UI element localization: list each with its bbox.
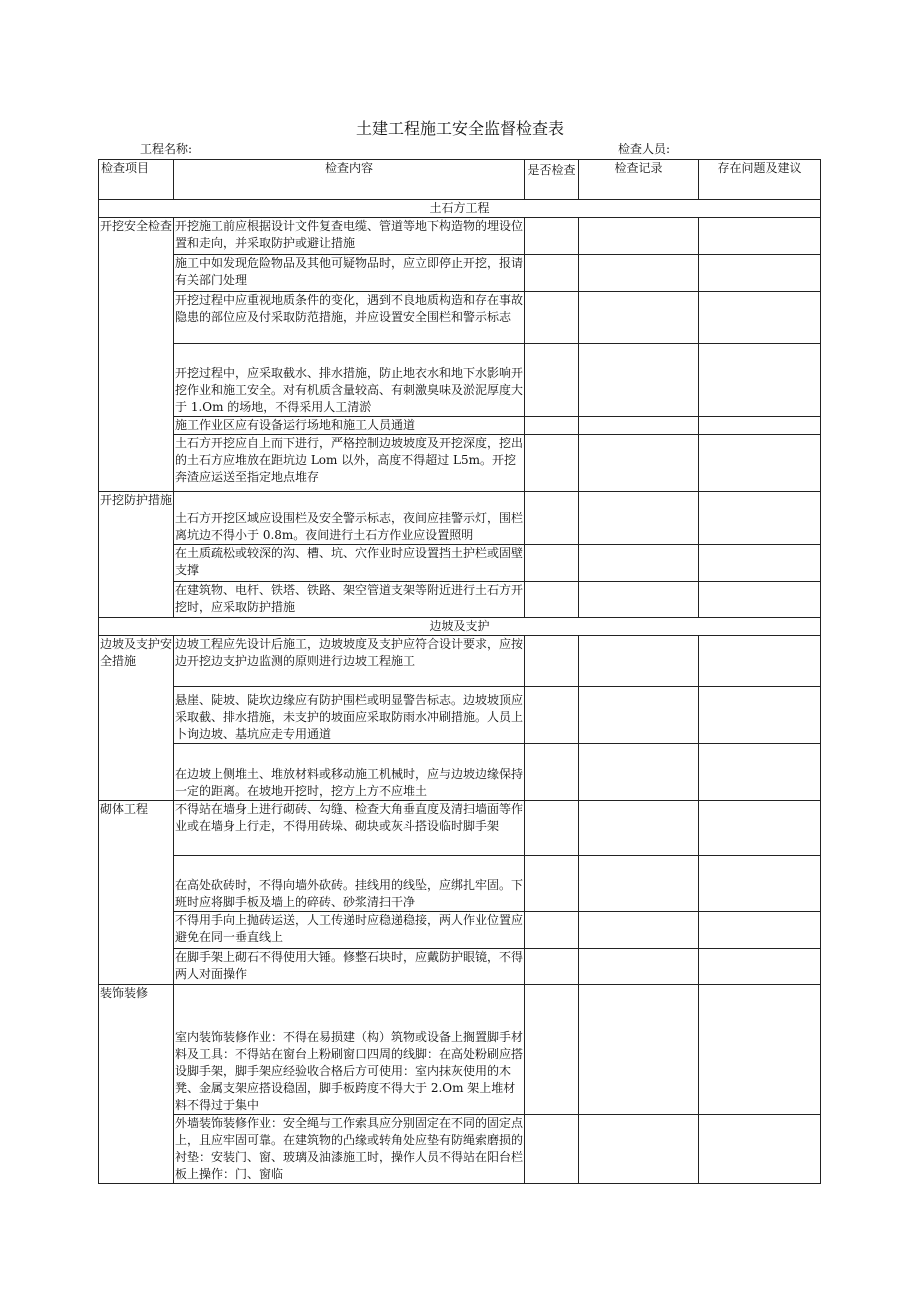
category-decoration: 装饰装修 — [99, 985, 174, 1184]
checked-cell[interactable] — [525, 912, 579, 949]
item-text: 在边坡上侧堆土、堆放材料或移动施工机械时，应与边坡边缘保持一定的距离。在坡地开挖时，挖方上方不应堆土 — [174, 744, 525, 801]
record-cell[interactable] — [579, 417, 699, 435]
record-cell[interactable] — [579, 949, 699, 985]
issues-cell[interactable] — [699, 949, 821, 985]
issues-cell[interactable] — [699, 687, 821, 744]
issues-cell[interactable] — [699, 255, 821, 292]
item-text: 不得用手向上抛砖运送，人工传递时应稳递稳接，两人作业位置应避免在同一垂直线上 — [174, 912, 525, 949]
category-excavation-protection: 开挖防护措施 — [99, 492, 174, 618]
table-row — [99, 492, 821, 545]
issues-cell[interactable] — [699, 435, 821, 492]
checked-cell[interactable] — [525, 985, 579, 1115]
item-text: 室内装饰装修作业：不得在易损建（构）筑物或设备上搁置脚手材料及工具：不得站在窗台上粉刷窗口四周的线脚：在高处粉刷应搭设脚手架，脚手架应经验收合格后方可使用：室内抹灰使用的木凳、金属支架应搭设稳固，脚手板跨度不得大于 2.Om 架上堆材料不得过于集中 — [174, 985, 525, 1115]
item-text: 开挖过程中应重视地质条件的变化，遇到不良地质构造和存在事故隐患的部位应及付采取防范措施，并应设置安全围栏和警示标志 — [174, 292, 525, 344]
issues-cell[interactable] — [699, 344, 821, 417]
record-cell[interactable] — [579, 856, 699, 912]
record-cell[interactable] — [579, 492, 699, 545]
header-category: 检查项目 — [99, 160, 174, 200]
checked-cell[interactable] — [525, 856, 579, 912]
section-earthwork: 土石方工程 — [99, 200, 821, 218]
issues-cell[interactable] — [699, 801, 821, 856]
item-text: 开挖施工前应根据设计文件复查电缆、管道等地下构造物的埋设位置和走向，并采取防护或避让措施 — [174, 218, 525, 255]
table-row — [99, 985, 821, 1115]
checked-cell[interactable] — [525, 417, 579, 435]
item-text: 不得站在墙身上进行砌砖、勾缝、检查大角垂直度及清扫墙面等作业或在墙身上行走，不得用砖垛、砌块或灰斗搭设临时脚手架 — [174, 801, 525, 856]
issues-cell[interactable] — [699, 492, 821, 545]
item-text: 边坡工程应先设计后施工，边坡坡度及支护应符合设计要求，应按边开挖边支护边监测的原则进行边坡工程施工 — [174, 636, 525, 687]
record-cell[interactable] — [579, 985, 699, 1115]
checked-cell[interactable] — [525, 492, 579, 545]
record-cell[interactable] — [579, 744, 699, 801]
table-row — [99, 435, 821, 492]
checked-cell[interactable] — [525, 801, 579, 856]
checked-cell[interactable] — [525, 218, 579, 255]
checked-cell[interactable] — [525, 949, 579, 985]
record-cell[interactable] — [579, 292, 699, 344]
table-row — [99, 744, 821, 801]
table-row — [99, 949, 821, 985]
record-cell[interactable] — [579, 545, 699, 582]
section-row — [99, 618, 821, 636]
record-cell[interactable] — [579, 1115, 699, 1184]
checked-cell[interactable] — [525, 545, 579, 582]
item-text: 在土质疏松或较深的沟、槽、坑、穴作业时应设置挡土护栏或固壁支撑 — [174, 545, 525, 582]
project-name-label: 工程名称: — [140, 142, 193, 156]
issues-cell[interactable] — [699, 744, 821, 801]
issues-cell[interactable] — [699, 292, 821, 344]
record-cell[interactable] — [579, 912, 699, 949]
issues-cell[interactable] — [699, 912, 821, 949]
issues-cell[interactable] — [699, 218, 821, 255]
record-cell[interactable] — [579, 636, 699, 687]
document-title: 土建工程施工安全监督检查表 — [355, 119, 564, 138]
item-text: 在脚手架上砌石不得使用大锤。修整石块时，应戴防护眼镜，不得两人对面操作 — [174, 949, 525, 985]
checked-cell[interactable] — [525, 344, 579, 417]
issues-cell[interactable] — [699, 545, 821, 582]
item-text: 在建筑物、电杆、铁塔、铁路、架空管道支架等附近进行土石方开挖时，应采取防护措施 — [174, 582, 525, 618]
table-row — [99, 255, 821, 292]
checked-cell[interactable] — [525, 636, 579, 687]
item-text: 施工作业区应有设备运行场地和施工人员通道 — [174, 417, 525, 435]
record-cell[interactable] — [579, 255, 699, 292]
issues-cell[interactable] — [699, 1115, 821, 1184]
record-cell[interactable] — [579, 582, 699, 618]
checked-cell[interactable] — [525, 687, 579, 744]
table-row — [99, 344, 821, 417]
inspection-table — [98, 159, 821, 1184]
table-row — [99, 1115, 821, 1184]
table-row — [99, 856, 821, 912]
checked-cell[interactable] — [525, 292, 579, 344]
checked-cell[interactable] — [525, 582, 579, 618]
issues-cell[interactable] — [699, 985, 821, 1115]
checked-cell[interactable] — [525, 744, 579, 801]
table-row — [99, 218, 821, 255]
table-row — [99, 636, 821, 687]
table-row — [99, 687, 821, 744]
category-masonry: 砌体工程 — [99, 801, 174, 985]
section-slope: 边坡及支护 — [99, 618, 821, 636]
table-row — [99, 912, 821, 949]
issues-cell[interactable] — [699, 582, 821, 618]
item-text: 施工中如发现危险物品及其他可疑物品时，应立即停止开挖，报请有关部门处理 — [174, 255, 525, 292]
record-cell[interactable] — [579, 687, 699, 744]
inspector-label: 检查人员: — [618, 142, 671, 156]
item-text: 土石方开挖应自上而下进行，严格控制边坡坡度及开挖深度，挖出的土石方应堆放在距坑边 Lom 以外，高度不得超过 L5m。开挖奔渣应运送至指定地点堆存 — [174, 435, 525, 492]
header-record: 检查记录 — [579, 160, 699, 200]
category-excavation-safety: 开挖安全检查 — [99, 218, 174, 492]
checked-cell[interactable] — [525, 255, 579, 292]
record-cell[interactable] — [579, 435, 699, 492]
table-row — [99, 292, 821, 344]
item-text: 悬崖、陡坡、陡坎边缘应有防护围栏或明显警告标志。边坡坡顶应采取截、排水措施，未支护的坡面应采取防雨水冲刷措施。人员上卜询边坡、基坑应走专用通道 — [174, 687, 525, 744]
issues-cell[interactable] — [699, 636, 821, 687]
header-row — [99, 160, 821, 200]
item-text: 外墙装饰装修作业：安全绳与工作索具应分别固定在不同的固定点上，且应牢固可靠。在建筑物的凸缘或转角处应垫有防绳索磨损的衬垫：安装门、窗、玻璃及油漆施工时，操作人员不得站在阳台栏板上操作：门、窗临 — [174, 1115, 525, 1184]
issues-cell[interactable] — [699, 417, 821, 435]
checked-cell[interactable] — [525, 435, 579, 492]
item-text: 在高处砍砖时，不得向墙外砍砖。挂线用的线坠，应绑扎牢固。下班时应将脚手板及墙上的碎砖、砂浆清扫干净 — [174, 856, 525, 912]
record-cell[interactable] — [579, 801, 699, 856]
header-issues: 存在问题及建议 — [699, 160, 821, 200]
table-row — [99, 801, 821, 856]
checked-cell[interactable] — [525, 1115, 579, 1184]
issues-cell[interactable] — [699, 856, 821, 912]
item-text: 土石方开挖区域应设围栏及安全警示标志，夜间应挂警示灯，围栏离坑边不得小于 0.8m。夜间进行土石方作业应设置照明 — [174, 492, 525, 545]
table-row — [99, 417, 821, 435]
table-row — [99, 582, 821, 618]
section-row — [99, 200, 821, 218]
item-text: 开挖过程中，应采取截水、排水措施，防止地衣水和地下水影响开挖作业和施工安全。对有机质含量较高、有刺激臭味及淤泥厚度大于 1.Om 的场地，不得采用人工清淤 — [174, 344, 525, 417]
table-row — [99, 545, 821, 582]
header-checked: 是否检查 — [525, 160, 579, 200]
record-cell[interactable] — [579, 344, 699, 417]
category-slope-safety: 边坡及支护安全措施 — [99, 636, 174, 801]
record-cell[interactable] — [579, 218, 699, 255]
header-content: 检查内容 — [174, 160, 525, 200]
